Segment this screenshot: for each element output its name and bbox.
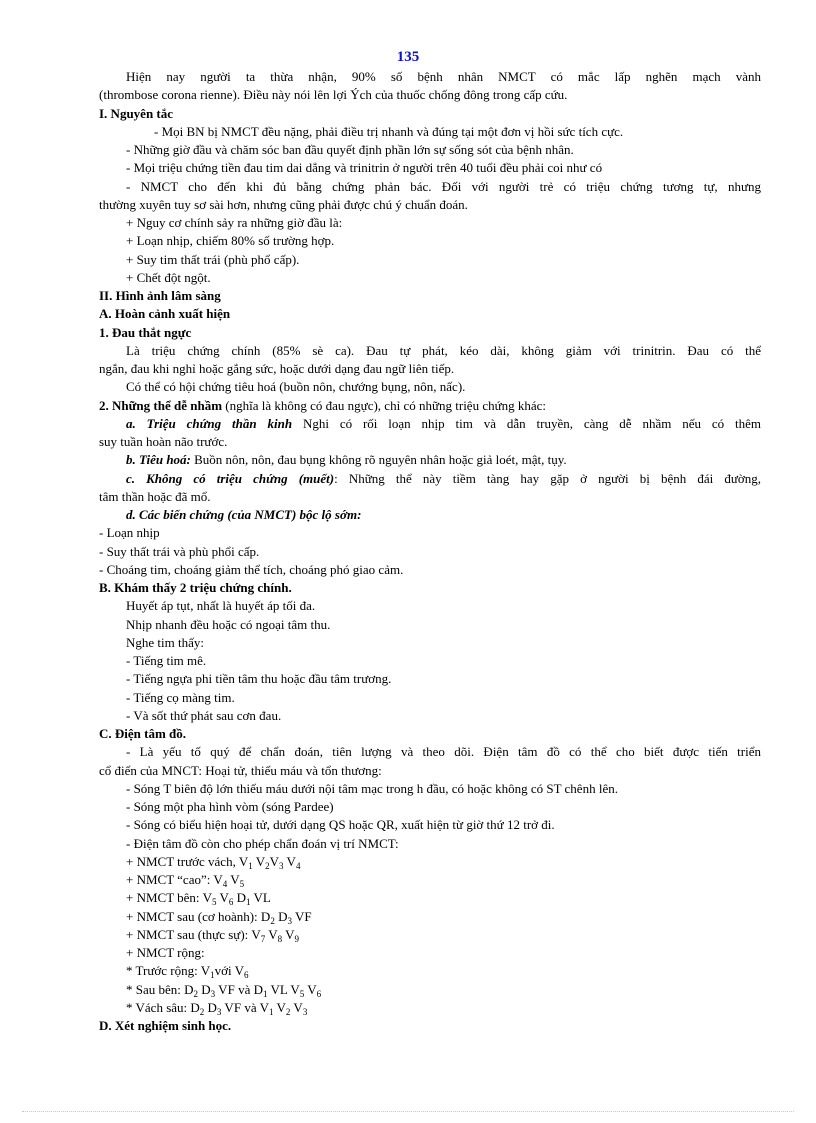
exam-line-5: - Tiếng ngựa phi tiền tâm thu hoặc đầu tâm trương. — [126, 671, 392, 687]
principle-line-2: - Những giờ đầu và chăm sóc ban đầu quyết định phần lớn sự sống sót của bệnh nhân. — [126, 142, 574, 157]
heading-dien-tam-do: C. Điện tâm đồ. — [99, 726, 187, 741]
page-bottom-divider — [22, 1111, 794, 1112]
digestive-line: b. Tiêu hoá: Buồn nôn, nôn, đau bụng không rõ nguyên nhân hoặc giả loét, mật, tụy. — [126, 452, 567, 468]
heading-xet-nghiem: D. Xét nghiệm sinh học. — [99, 1018, 232, 1033]
heading-dau-that-nguc: 1. Đau thắt ngực — [99, 324, 192, 340]
ecg-location-inferior: + NMCT sau (cơ hoành): $D_2$ $D_3$ VF — [126, 908, 312, 926]
exam-line-3: Nghe tim thấy: — [126, 634, 204, 650]
ecg-line-6: - Điện tâm đồ còn cho phép chẩn đoán vị trí NMCT: — [126, 835, 399, 851]
ecg-location-high: + NMCT “cao”: $V_4$ $V_5$ — [126, 872, 245, 889]
ecg-location-anteroseptal: + NMCT trước vách, $V_1$ $V_2V_3$ $V_4$ — [126, 853, 301, 871]
complication-line-3: - Choáng tim, choáng giảm thể tích, choáng phó giao cảm. — [99, 561, 404, 577]
ecg-line-5: - Sóng có biểu hiện hoại tử, dưới dạng QS hoặc QR, xuất hiện từ giờ thứ 12 trở đi. — [126, 817, 555, 833]
label-than-kinh: a. Triệu chứng thần kinh — [126, 415, 293, 431]
intro-line-1: Hiện nay người ta thừa nhận, 90% số bệnh nhân NMCT có mắc lấp nghẽn mạch vành — [126, 69, 761, 84]
misleading-forms-line: 2. Những thể dễ nhầm (nghĩa là không có đau ngực), chỉ có những triệu chứng khác: — [99, 397, 547, 413]
exam-line-1: Huyết áp tụt, nhất là huyết áp tối đa. — [126, 598, 316, 614]
risk-line-1: + Nguy cơ chính sảy ra những giờ đầu là: — [126, 215, 343, 230]
label-tieu-hoa: b. Tiêu hoá: — [126, 452, 191, 468]
exam-line-2: Nhịp nhanh đều hoặc có ngoại tâm thu. — [126, 616, 331, 632]
risk-line-3: + Suy tim thất trái (phù phổ cấp). — [126, 251, 300, 267]
heading-the-de-nham: 2. Những thể dễ nhầm — [99, 397, 223, 413]
silent-line-2: tâm thần hoặc đã mổ. — [99, 488, 211, 504]
ecg-location-deep-septal: * Vách sâu: $D_2$ $D_3$ VF và $V_1$ $V_2$ $V_3$ — [126, 999, 308, 1017]
principle-line-1: - Mọi BN bị NMCT đều nặng, phải điều trị nhanh và đúng tại một đơn vị hồi sức tích cực. — [154, 123, 624, 139]
ecg-location-anterior-extensive: * Trước rộng: $V_1với$ $V_6$ — [126, 963, 249, 981]
exam-line-7: - Và sốt thứ phát sau cơn đau. — [126, 707, 282, 723]
ecg-location-extensive: + NMCT rộng: — [126, 945, 205, 960]
neuro-line-1: a. Triệu chứng thần kinh Nghi có rối loạn nhịp tim và dẫn truyền, càng dễ nhầm nếu có thêm — [126, 415, 761, 431]
chest-pain-line-2: ngắn, đau khi nghỉ hoặc gắng sức, hoặc dưới dạng đau ngữ liên tiếp. — [99, 361, 455, 376]
neuro-line-2: suy tuần hoàn não trước. — [99, 434, 228, 449]
risk-line-4: + Chết đột ngột. — [126, 269, 211, 285]
exam-line-4: - Tiếng tim mê. — [126, 653, 207, 668]
ecg-line-3: - Sóng T biên độ lớn thiếu máu dưới nội tâm mạc trong h đầu, có hoặc không có ST chênh lên. — [126, 780, 618, 796]
ecg-line-1: - Là yếu tố quý để chẩn đoán, tiên lượng và theo dõi. Điện tâm đồ có thể cho biết được tiến triển — [126, 744, 761, 760]
risk-line-2: + Loạn nhịp, chiếm 80% số trường hợp. — [126, 233, 335, 249]
principle-line-5: thường xuyên tuy sơ sài hơn, nhưng cũng phải được chú ý chuẩn đoán. — [99, 196, 468, 212]
page-number: 135 — [396, 49, 420, 65]
ecg-location-posterolateral: * Sau bên: $D_2$ $D_3$ VF và $D_1$ VL $V_5$ $V_6$ — [126, 981, 322, 999]
complication-line-1: - Loạn nhịp — [99, 525, 160, 541]
label-bien-chung: d. Các biến chứng (của NMCT) bộc lộ sớm: — [126, 507, 362, 522]
ecg-location-lateral: + NMCT bên: $V_5$ $V_6$ $D_1$ VL — [126, 890, 271, 908]
ecg-location-posterior: + NMCT sau (thực sự): $V_7$ $V_8$ $V_9$ — [126, 926, 300, 944]
intro-line-2: (thrombose corona rienne). Điều này nói lên lợi Ých của thuốc chống đông trong cấp cứu. — [99, 87, 568, 103]
ecg-line-2: cổ điển của MNCT: Hoại tử, thiếu máu và tổn thương: — [99, 762, 382, 778]
label-khong-trieu-chung: c. Không có triệu chứng (muết) — [126, 470, 335, 486]
heading-hoan-canh: A. Hoàn cảnh xuất hiện — [99, 306, 231, 322]
complication-line-2: - Suy thất trái và phù phổi cấp. — [99, 543, 260, 559]
heading-hinh-anh-lam-sang: II. Hình ảnh lâm sàng — [99, 288, 221, 303]
silent-line-1: c. Không có triệu chứng (muết): Những thể này tiềm tàng hay gặp ở người bị bệnh đái đường, — [126, 470, 761, 486]
chest-pain-line-1: Là triệu chứng chính (85% sè ca). Đau tự phát, kéo dài, không giảm với trinitrin. Đau có thể — [126, 342, 761, 358]
ecg-line-4: - Sóng một pha hình vòm (sóng Pardee) — [126, 799, 334, 814]
chest-pain-line-3: Có thể có hội chứng tiêu hoá (buồn nôn, chướng bụng, nôn, nấc). — [126, 379, 466, 395]
principle-line-4: - NMCT cho đến khi đủ bằng chứng phản bác. Đối với người trẻ có triệu chứng tương tự, nhưng — [126, 178, 761, 194]
principle-line-3: - Mọi triệu chứng tiền đau tim dai dẳng và trinitrin ở người trên 40 tuổi đều phải coi như có — [126, 160, 603, 176]
heading-nguyen-tac: I. Nguyên tắc — [99, 105, 174, 121]
heading-kham-thay: B. Khám thấy 2 triệu chứng chính. — [99, 580, 292, 595]
exam-line-6: - Tiếng cọ màng tim. — [126, 689, 235, 705]
document-body — [99, 68, 761, 1035]
